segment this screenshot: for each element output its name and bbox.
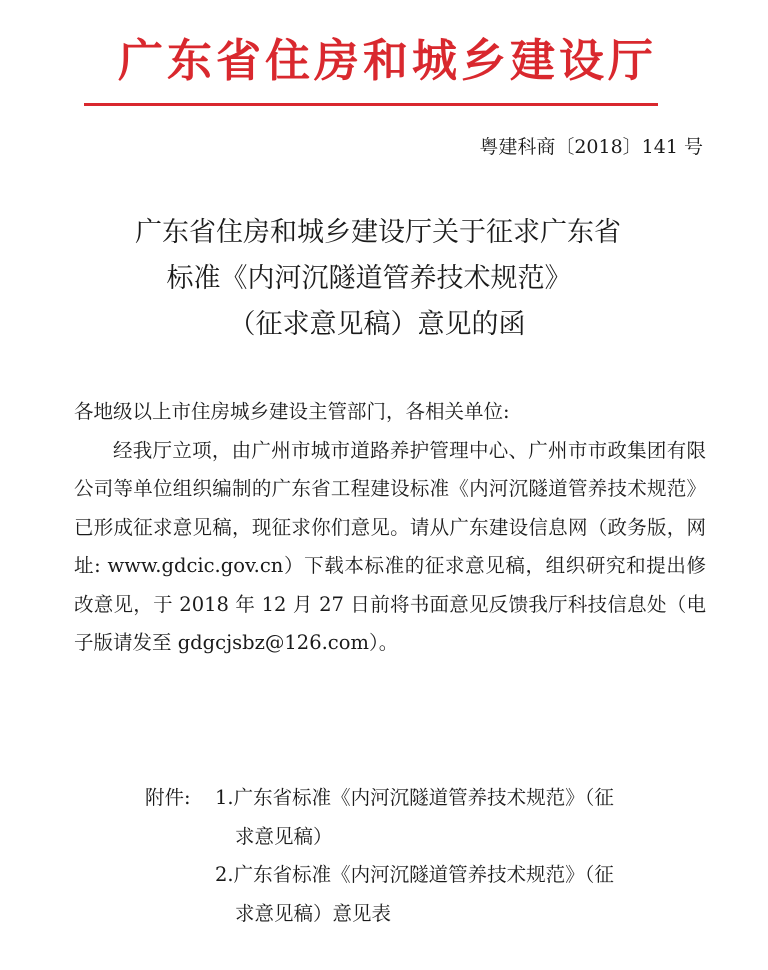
document-title	[0, 210, 768, 348]
title-line-1: 广东省住房和城乡建设厅关于征求广东省	[135, 217, 621, 248]
attachment-item	[215, 856, 705, 933]
attachment-2-line-1: 2.广东省标准《内河沉隧道管养技术规范》（征	[215, 863, 614, 886]
title-line-2: 标准《内河沉隧道管养技术规范》	[166, 263, 572, 294]
agency-letterhead: 广东省住房和城乡建设厅	[118, 34, 658, 87]
letterhead-divider	[84, 103, 658, 106]
document-number: 粤建科商〔2018〕141 号	[479, 136, 703, 158]
attachment-1-line-1: 1.广东省标准《内河沉隧道管养技术规范》（征	[215, 786, 614, 809]
title-line-3: （征求意见稿）意见的函	[228, 309, 526, 340]
attachment-2-line-2: 求意见稿）意见表	[235, 901, 392, 925]
attachments-label: 附件:	[145, 786, 191, 809]
attachment-1-line-2: 求意见稿）	[235, 824, 333, 848]
attachments-section	[145, 779, 705, 933]
attachment-item	[215, 779, 705, 856]
main-paragraph: 经我厅立项，由广州市城市道路养护管理中心、广州市市政集团有限公司等单位组织编制的广东省工程建设标准《内河沉隧道管养技术规范》已形成征求意见稿，现征求你们意见。请从广东建设信息网（政务版，网址: www.gdcic.gov.cn）下载本标准的征求意见稿，组织研究和提出修改意见，于 2018 年 12 月 27 日前将书面意见反馈我厅科技信息处（电子版请发至 gdgcjsbz@126.com）。	[74, 438, 706, 654]
letter-body	[74, 393, 706, 663]
salutation: 各地级以上市住房城乡建设主管部门，各相关单位:	[74, 400, 510, 423]
